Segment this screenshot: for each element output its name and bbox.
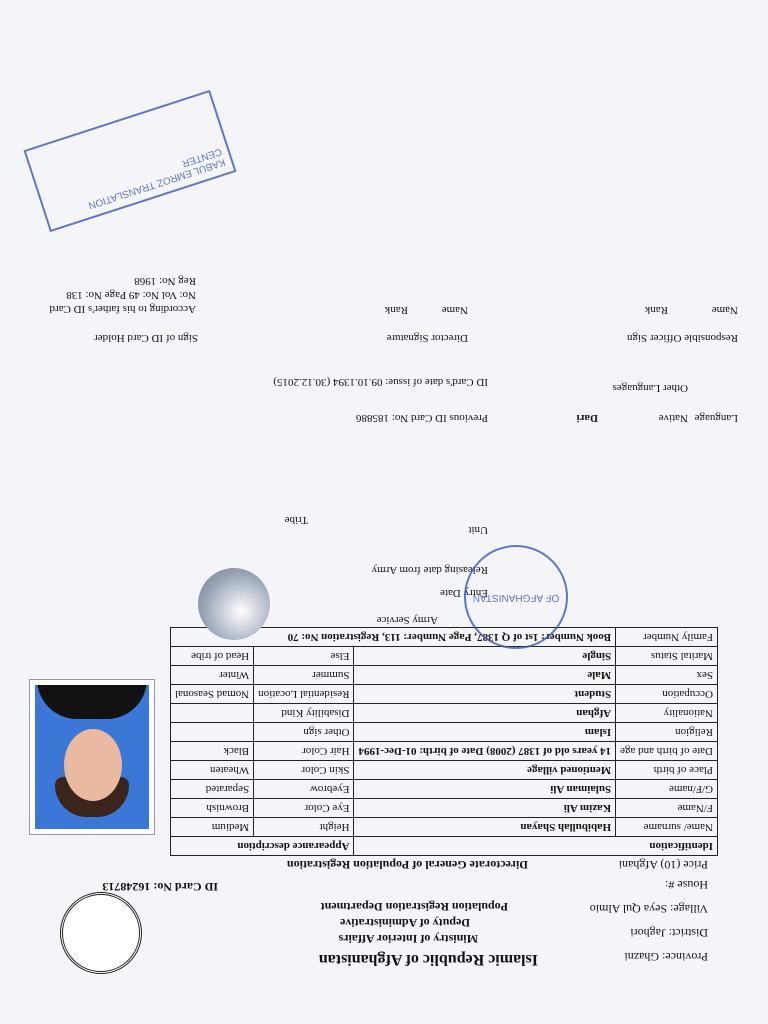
row-value: Sulaiman Ali xyxy=(354,780,616,799)
directorate: Directorate General of Population Registration xyxy=(286,858,528,872)
price: Price (10) Afghani xyxy=(618,858,708,872)
province: Province: Ghazni xyxy=(624,950,708,964)
summer-label: Summer xyxy=(254,666,354,685)
row-label: Family Number xyxy=(616,628,718,647)
row-value: Habibullah Shayan xyxy=(354,818,616,837)
shirt-shape xyxy=(37,680,147,719)
afghanistan-stamp xyxy=(464,545,568,649)
department: Population Registration Department xyxy=(320,900,508,914)
row-label: G/F/name xyxy=(616,780,718,799)
row-label: Place of birth xyxy=(616,761,718,780)
district: District: Jaghori xyxy=(630,926,708,940)
nomad-label: Nomad Seasonal xyxy=(170,685,253,704)
army-service-label: Army Service xyxy=(376,614,438,626)
officer-sign-label: Responsible Officer Sign xyxy=(626,332,738,344)
father-note: According to his father's ID Card No: Vol No: 49 Page No: 138 Reg No: 1968 xyxy=(49,275,196,315)
else-label: Else xyxy=(254,647,354,666)
director-sign-label: Director Signature xyxy=(386,332,468,344)
row-label: Eyebrow xyxy=(254,780,354,799)
row-label: Disability Kind xyxy=(254,704,354,723)
row-label: Name/ surname xyxy=(616,818,718,837)
unit-label: Unit xyxy=(468,524,488,536)
ministry: Ministry of Interior Affairs xyxy=(338,932,478,946)
row-value: Male xyxy=(354,666,616,685)
village: Village: Seya Qul Almio xyxy=(589,902,708,916)
row-value: Brownish xyxy=(170,799,253,818)
name-label: Name xyxy=(711,304,738,316)
row-label: Date of birth and age xyxy=(616,742,718,761)
row-value: Black xyxy=(170,742,253,761)
row-value: Medium xyxy=(170,818,253,837)
row-label: F/Name xyxy=(616,799,718,818)
head-of-tribe-label: Head of tribe xyxy=(170,647,253,666)
identification-table xyxy=(170,627,718,856)
entry-date-label: Entry Date xyxy=(440,587,488,599)
row-label: Sex xyxy=(616,666,718,685)
issue-date: ID Card's date of issue: 09.10.1394 (30.12.2015) xyxy=(273,376,488,388)
face-shape xyxy=(64,729,122,801)
name-label-2: Name xyxy=(441,304,468,316)
tribe-label: Tribe xyxy=(284,514,308,526)
holder-sign-label: Sign of ID Card Holder xyxy=(94,332,198,344)
row-label: Marital Status xyxy=(616,647,718,666)
row-value: Islam xyxy=(354,723,616,742)
language-label: Language xyxy=(694,412,738,424)
row-value: Single xyxy=(354,647,616,666)
row-value xyxy=(170,704,253,723)
country-title: Islamic Republic of Afghanistan xyxy=(318,951,538,968)
row-label: Skin Color xyxy=(254,761,354,780)
hologram-seal-icon xyxy=(198,568,270,640)
residential-label: Residential Location xyxy=(254,685,354,704)
winter-label: Winter xyxy=(170,666,253,685)
translation-stamp xyxy=(24,90,237,232)
native-label: Native xyxy=(658,412,688,424)
emblem-icon xyxy=(60,892,142,974)
native-value: Dari xyxy=(576,412,598,424)
holder-photo xyxy=(30,680,154,834)
row-value: Afghan xyxy=(354,704,616,723)
row-value: Kazim Ali xyxy=(354,799,616,818)
other-languages: Other Languages xyxy=(612,382,688,394)
row-value: Student xyxy=(354,685,616,704)
kabul-stamp-text: KABUL EMROZ TRANSLATION CENTER xyxy=(86,145,227,211)
row-label: Occupation xyxy=(616,685,718,704)
row-value: Wheaten xyxy=(170,761,253,780)
previous-id: Previous ID Card No: 185886 xyxy=(356,412,488,424)
row-label: Other sign xyxy=(254,723,354,742)
id-card-number: ID Card No: 16248713 xyxy=(102,880,218,894)
row-value: Separated xyxy=(170,780,253,799)
row-value: 14 years old of 1387 (2008) Date of birth: 01-Dec-1994 xyxy=(354,742,616,761)
afg-stamp-text: OF AFGHANISTAN xyxy=(472,592,560,603)
row-value: Book Number: 1st of Q 1387, Page Number: 113, Registration No: 70 xyxy=(170,628,615,647)
row-label: Hair Color xyxy=(254,742,354,761)
releasing-label: Releasing date from Army xyxy=(371,564,488,576)
row-label: Eye Color xyxy=(254,799,354,818)
deputy: Deputy of Administrative xyxy=(340,916,470,930)
rank-label: Rank xyxy=(644,304,668,316)
appearance-title: Appearance description xyxy=(170,837,354,856)
rank-label-2: Rank xyxy=(384,304,408,316)
house: House #: xyxy=(665,878,708,892)
identification-title: Identification xyxy=(354,837,718,856)
row-value: Mentioned village xyxy=(354,761,616,780)
row-value xyxy=(170,723,253,742)
row-label: Nationality xyxy=(616,704,718,723)
row-label: Height xyxy=(254,818,354,837)
row-label: Religion xyxy=(616,723,718,742)
